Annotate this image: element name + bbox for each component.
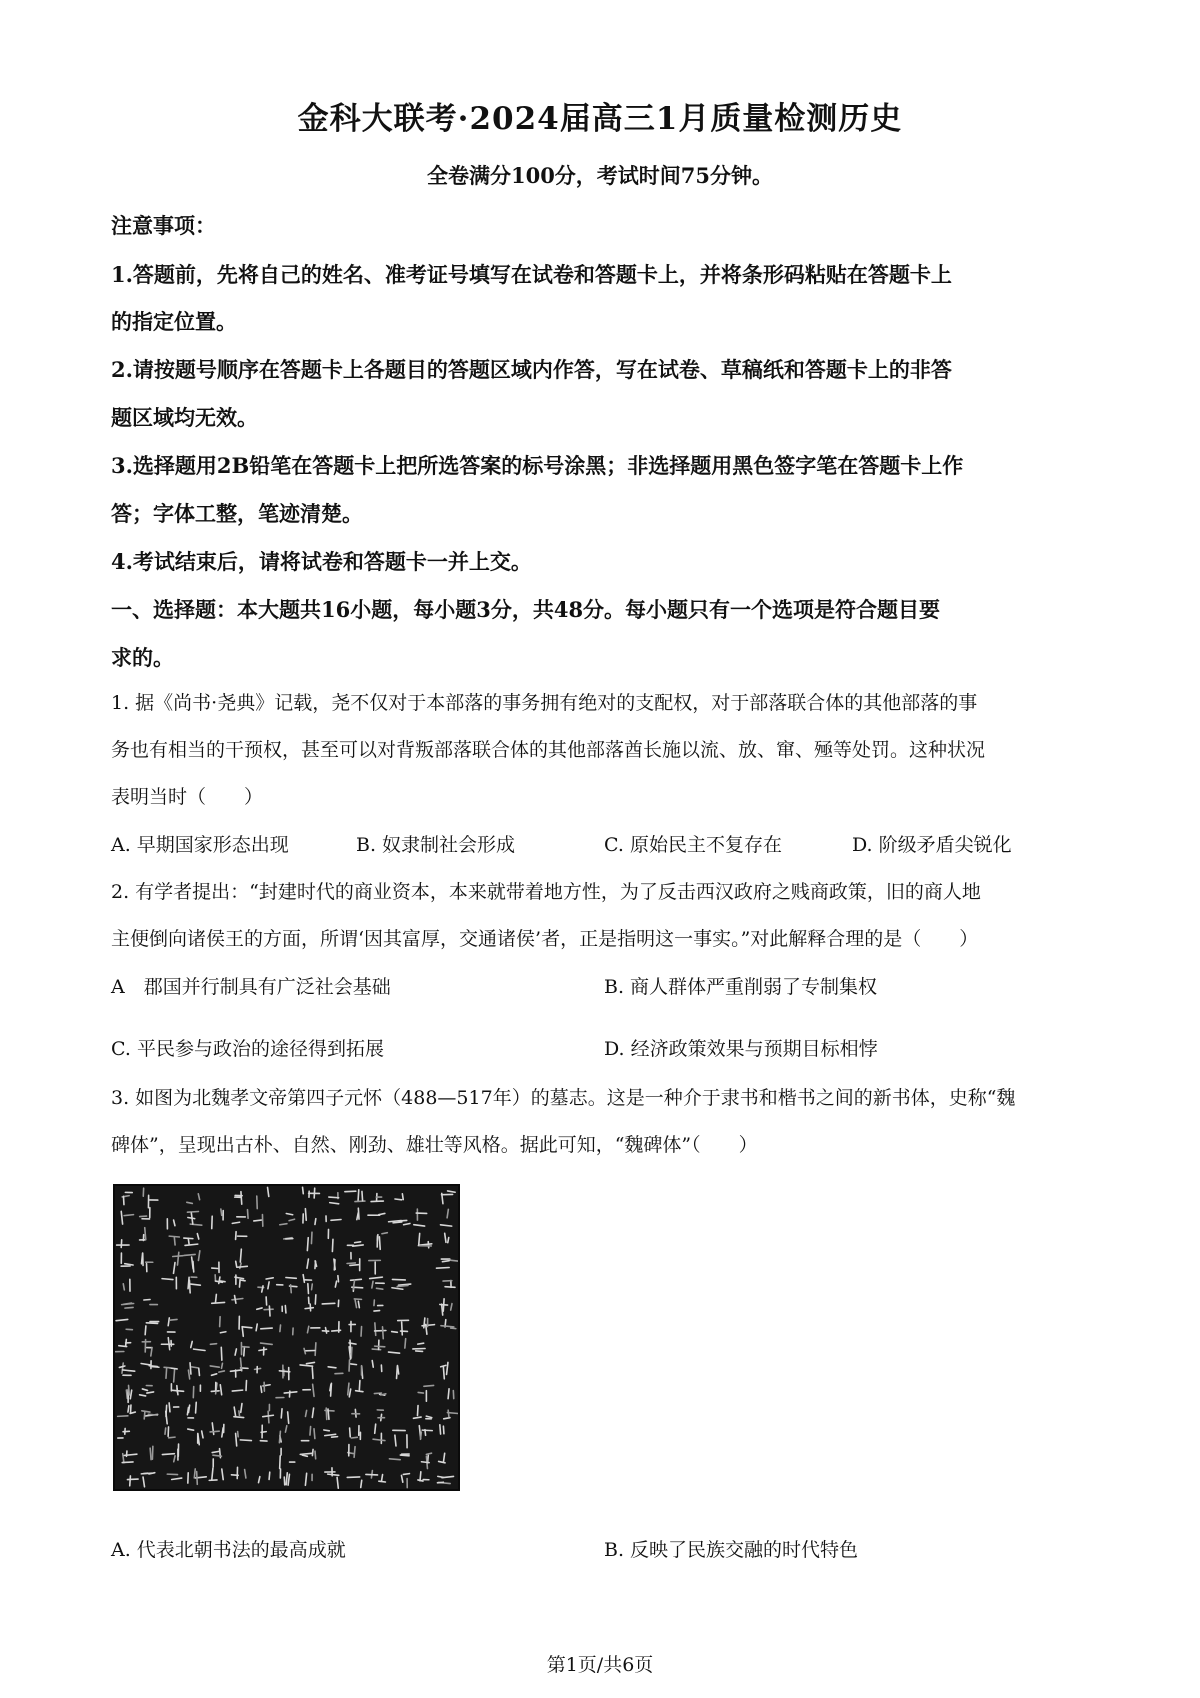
glyph-mark xyxy=(350,1426,361,1440)
glyph-mark xyxy=(260,1425,267,1441)
glyph-mark xyxy=(345,1190,365,1202)
glyph-mark xyxy=(421,1453,431,1468)
glyph-mark xyxy=(141,1473,154,1487)
glyph-mark xyxy=(140,1385,154,1395)
glyph-mark xyxy=(263,1404,274,1422)
glyph-mark xyxy=(422,1318,434,1334)
glyph-mark xyxy=(393,1430,407,1447)
glyph-mark xyxy=(279,1365,289,1379)
notice-line: 4.考试结束后，请将试卷和答题卡一并上交。 xyxy=(111,549,532,574)
glyph-mark xyxy=(171,1384,183,1395)
glyph-mark xyxy=(187,1194,200,1204)
glyph-mark xyxy=(140,1208,150,1219)
glyph-mark xyxy=(167,1318,177,1332)
page-title: 金科大联考·2024届高三1月质量检测历史 xyxy=(297,101,903,137)
glyph-mark xyxy=(142,1340,152,1356)
question-1-text: 表明当时（ ） xyxy=(111,786,264,808)
section-heading: 求的。 xyxy=(111,645,174,670)
glyph-mark xyxy=(123,1279,130,1291)
option-c: C. 平民参与政治的途径得到拓展 xyxy=(111,1038,384,1060)
option-d: D. 经济政策效果与预期目标相悖 xyxy=(604,1038,878,1060)
glyph-mark xyxy=(232,1210,248,1224)
glyph-mark xyxy=(210,1363,224,1375)
glyph-mark xyxy=(369,1260,381,1274)
glyph-mark xyxy=(231,1467,245,1478)
glyph-mark xyxy=(282,1306,286,1313)
glyph-mark xyxy=(212,1294,225,1303)
glyph-mark xyxy=(444,1410,458,1419)
glyph-mark xyxy=(191,1341,205,1350)
glyph-mark xyxy=(116,1339,131,1351)
glyph-mark xyxy=(307,1259,317,1268)
glyph-mark xyxy=(305,1295,316,1311)
glyph-mark xyxy=(442,1191,456,1204)
glyph-mark xyxy=(122,1451,137,1463)
glyph-mark xyxy=(440,1425,444,1434)
glyph-mark xyxy=(167,1219,175,1229)
epitaph-rubbing-image xyxy=(113,1184,460,1491)
glyph-mark xyxy=(119,1363,134,1375)
notice-line: 题区域均无效。 xyxy=(111,405,258,430)
glyph-mark xyxy=(277,1278,297,1293)
glyph-mark xyxy=(121,1211,133,1224)
glyph-mark xyxy=(300,1362,314,1378)
glyph-mark xyxy=(122,1303,134,1308)
glyph-mark xyxy=(305,1473,312,1485)
glyph-mark xyxy=(441,1362,448,1378)
glyph-mark xyxy=(167,1474,181,1479)
notice-line: 2.请按题号顺序在答题卡上各题目的答题区域内作答，写在试卷、草稿纸和答题卡上的非答 xyxy=(111,357,952,382)
glyph-mark xyxy=(349,1321,361,1336)
glyph-mark xyxy=(234,1404,244,1418)
glyph-mark xyxy=(145,1322,159,1335)
glyph-mark xyxy=(414,1209,427,1226)
glyph-mark xyxy=(322,1322,340,1333)
glyph-mark xyxy=(258,1472,269,1482)
glyph-mark xyxy=(352,1409,360,1417)
glyph-mark xyxy=(164,1367,177,1382)
glyph-mark xyxy=(279,1426,286,1443)
glyph-mark xyxy=(117,1240,129,1248)
option-a: A. 早期国家形态出现 xyxy=(111,834,289,856)
glyph-mark xyxy=(335,1276,338,1287)
glyph-mark xyxy=(395,1194,403,1200)
page-number: 第1页/共6页 xyxy=(546,1654,654,1676)
glyph-mark xyxy=(230,1358,248,1377)
glyph-mark xyxy=(325,1408,334,1419)
glyph-mark xyxy=(347,1253,360,1271)
glyph-mark xyxy=(141,1361,159,1369)
glyph-mark xyxy=(377,1233,387,1250)
glyph-mark xyxy=(303,1384,314,1396)
question-3-text: 碑体”，呈现出古朴、自然、刚劲、雄壮等风格。据此可知，“魏碑体”（ ） xyxy=(111,1134,758,1156)
glyph-mark xyxy=(324,1430,338,1437)
glyph-mark xyxy=(322,1300,338,1306)
glyph-mark xyxy=(169,1236,179,1245)
glyph-mark xyxy=(212,1209,223,1229)
rubbing-texture xyxy=(115,1186,458,1489)
glyph-mark xyxy=(373,1424,385,1443)
glyph-mark xyxy=(116,1319,132,1329)
glyph-mark xyxy=(193,1385,200,1397)
glyph-mark xyxy=(349,1340,356,1359)
glyph-mark xyxy=(388,1339,405,1353)
glyph-mark xyxy=(326,1216,341,1221)
glyph-mark xyxy=(236,1249,248,1268)
glyph-mark xyxy=(325,1468,339,1488)
glyph-mark xyxy=(254,1215,263,1227)
question-3-text: 3. 如图为北魏孝文帝第四子元怀（488—517年）的墓志。这是一种介于隶书和楷书之间的新书体，史称“魏 xyxy=(111,1087,1016,1109)
glyph-mark xyxy=(280,1469,289,1485)
glyph-mark xyxy=(276,1391,297,1398)
glyph-mark xyxy=(418,1385,433,1401)
glyph-mark xyxy=(162,1444,178,1462)
glyph-mark xyxy=(440,1209,451,1226)
glyph-mark xyxy=(144,1299,158,1304)
glyph-mark xyxy=(307,1232,312,1250)
glyph-mark xyxy=(329,1193,339,1204)
glyph-mark xyxy=(210,1344,221,1361)
glyph-mark xyxy=(235,1192,242,1204)
glyph-mark xyxy=(357,1208,359,1219)
glyph-mark xyxy=(220,1317,226,1333)
glyph-mark xyxy=(184,1234,199,1246)
glyph-mark xyxy=(366,1471,386,1482)
glyph-mark xyxy=(188,1469,206,1484)
glyph-mark xyxy=(188,1277,200,1293)
glyph-mark xyxy=(436,1259,457,1268)
glyph-mark xyxy=(303,1275,312,1294)
notice-line: 3.选择题用2B铅笔在答题卡上把所选答案的标号涂黑；非选择题用黑色签字笔在答题卡上作 xyxy=(111,453,964,478)
glyph-mark xyxy=(188,1429,203,1445)
section-heading: 一、选择题：本大题共16小题，每小题3分，共48分。每小题只有一个选项是符合题目要 xyxy=(111,597,941,622)
glyph-mark xyxy=(348,1445,355,1458)
glyph-mark xyxy=(401,1474,409,1488)
glyph-mark xyxy=(372,1340,385,1350)
glyph-mark xyxy=(236,1232,247,1240)
glyph-mark xyxy=(349,1360,363,1378)
glyph-mark xyxy=(280,1325,293,1335)
glyph-mark xyxy=(127,1476,138,1486)
glyph-mark xyxy=(441,1320,456,1329)
glyph-mark xyxy=(165,1427,175,1438)
glyph-mark xyxy=(280,1214,295,1225)
glyph-mark xyxy=(126,1385,131,1402)
glyph-mark xyxy=(162,1277,176,1288)
option-b: B. 奴隶制社会形成 xyxy=(356,834,516,856)
glyph-mark xyxy=(210,1423,224,1437)
glyph-mark xyxy=(305,1408,313,1417)
glyph-mark xyxy=(347,1242,363,1246)
glyph-mark xyxy=(235,1275,245,1287)
glyph-mark xyxy=(328,1367,343,1374)
glyph-mark xyxy=(284,1238,293,1239)
glyph-mark xyxy=(280,1448,295,1468)
glyph-mark xyxy=(371,1194,383,1202)
glyph-mark xyxy=(187,1211,201,1225)
option-c: C. 原始民主不复存在 xyxy=(604,834,782,856)
notice-line: 1.答题前，先将自己的姓名、准考证号填写在试卷和答题卡上，并将条形码粘贴在答题卡上 xyxy=(111,262,952,287)
glyph-mark xyxy=(334,1259,335,1270)
option-a: A. 代表北朝书法的最高成就 xyxy=(111,1539,346,1561)
glyph-mark xyxy=(211,1382,221,1394)
glyph-mark xyxy=(212,1449,221,1467)
glyph-mark xyxy=(258,1278,273,1292)
glyph-mark xyxy=(212,1262,219,1272)
glyph-mark xyxy=(141,1253,152,1271)
exam-info: 全卷满分100分，考试时间75分钟。 xyxy=(426,163,774,188)
glyph-mark xyxy=(372,1361,382,1372)
glyph-mark xyxy=(392,1279,411,1289)
glyph-mark xyxy=(419,1426,432,1440)
notice-line: 的指定位置。 xyxy=(111,309,237,334)
option-b: B. 商人群体严重削弱了专制集权 xyxy=(604,976,878,998)
glyph-mark xyxy=(377,1410,384,1421)
glyph-mark xyxy=(354,1299,361,1308)
question-2-text: 2. 有学者提出：“封建时代的商业资本，本来就带着地方性，为了反击西汉政府之贱商政策，旧的商人地 xyxy=(111,881,981,903)
notice-line: 答；字体工整，笔迹清楚。 xyxy=(111,501,363,526)
glyph-mark xyxy=(443,1281,455,1288)
glyph-mark xyxy=(257,1187,269,1208)
glyph-mark xyxy=(166,1403,179,1424)
glyph-mark xyxy=(418,1472,429,1481)
glyph-mark xyxy=(347,1477,361,1488)
glyph-mark xyxy=(118,1428,130,1438)
glyph-mark xyxy=(304,1343,316,1356)
glyph-mark xyxy=(330,1383,332,1396)
glyph-mark xyxy=(121,1253,133,1266)
glyph-mark xyxy=(187,1402,196,1418)
glyph-mark xyxy=(173,1252,183,1273)
glyph-mark xyxy=(300,1449,315,1458)
glyph-mark xyxy=(235,1343,249,1356)
glyph-mark xyxy=(392,1320,409,1335)
glyph-mark xyxy=(143,1188,158,1208)
glyph-mark xyxy=(184,1251,200,1272)
glyph-mark xyxy=(239,1316,252,1336)
glyph-mark xyxy=(440,1299,452,1315)
glyph-mark xyxy=(351,1279,363,1291)
glyph-mark xyxy=(122,1192,132,1204)
glyph-mark xyxy=(413,1406,431,1419)
glyph-mark xyxy=(439,1453,445,1463)
glyph-mark xyxy=(413,1343,425,1351)
glyph-mark xyxy=(161,1338,173,1350)
question-1-text: 务也有相当的干预权，甚至可以对背叛部落联合体的其他部落酋长施以流、放、窜、殛等处罚。这种状况 xyxy=(111,739,986,761)
glyph-mark xyxy=(256,1324,272,1331)
glyph-mark xyxy=(348,1381,363,1397)
glyph-mark xyxy=(301,1427,314,1441)
glyph-mark xyxy=(259,1343,272,1355)
glyph-mark xyxy=(368,1213,385,1215)
glyph-mark xyxy=(209,1468,223,1480)
glyph-mark xyxy=(307,1326,319,1332)
glyph-mark xyxy=(437,1476,453,1483)
glyph-mark xyxy=(445,1233,449,1242)
glyph-mark xyxy=(140,1228,146,1241)
glyph-mark xyxy=(374,1393,385,1395)
glyph-mark xyxy=(370,1277,384,1289)
glyph-mark xyxy=(232,1381,246,1392)
glyph-mark xyxy=(215,1275,225,1284)
glyph-mark xyxy=(303,1209,316,1225)
question-1-text: 1. 据《尚书·尧典》记载，尧不仅对于本部落的事务拥有绝对的支配权，对于部落联合体的其他部落的事 xyxy=(111,692,978,714)
glyph-mark xyxy=(257,1297,273,1316)
glyph-mark xyxy=(389,1220,410,1224)
glyph-mark xyxy=(303,1187,320,1198)
glyph-mark xyxy=(255,1367,261,1373)
option-d: D. 阶级矛盾尖锐化 xyxy=(852,834,1012,856)
glyph-mark xyxy=(374,1300,383,1311)
glyph-mark xyxy=(232,1296,243,1304)
glyph-mark xyxy=(397,1365,399,1378)
option-a: A 郡国并行制具有广泛社会基础 xyxy=(111,976,391,998)
glyph-mark xyxy=(142,1411,158,1419)
glyph-mark xyxy=(236,1432,252,1446)
glyph-mark xyxy=(375,1323,386,1339)
glyph-mark xyxy=(328,1229,333,1251)
question-2-text: 主便倒向诸侯王的方面，所谓‘因其富厚，交通诸侯’者，正是指明这一事实。”对此解释合理的是（ ） xyxy=(111,928,979,950)
glyph-mark xyxy=(188,1363,199,1379)
glyph-mark xyxy=(281,1409,288,1424)
notice-heading: 注意事项： xyxy=(111,213,216,238)
glyph-mark xyxy=(118,1405,136,1416)
glyph-mark xyxy=(150,1446,153,1459)
glyph-mark xyxy=(448,1389,454,1399)
glyph-mark xyxy=(418,1233,431,1247)
glyph-mark xyxy=(389,1454,409,1460)
option-b: B. 反映了民族交融的时代特色 xyxy=(604,1539,859,1561)
glyph-mark xyxy=(261,1382,270,1392)
